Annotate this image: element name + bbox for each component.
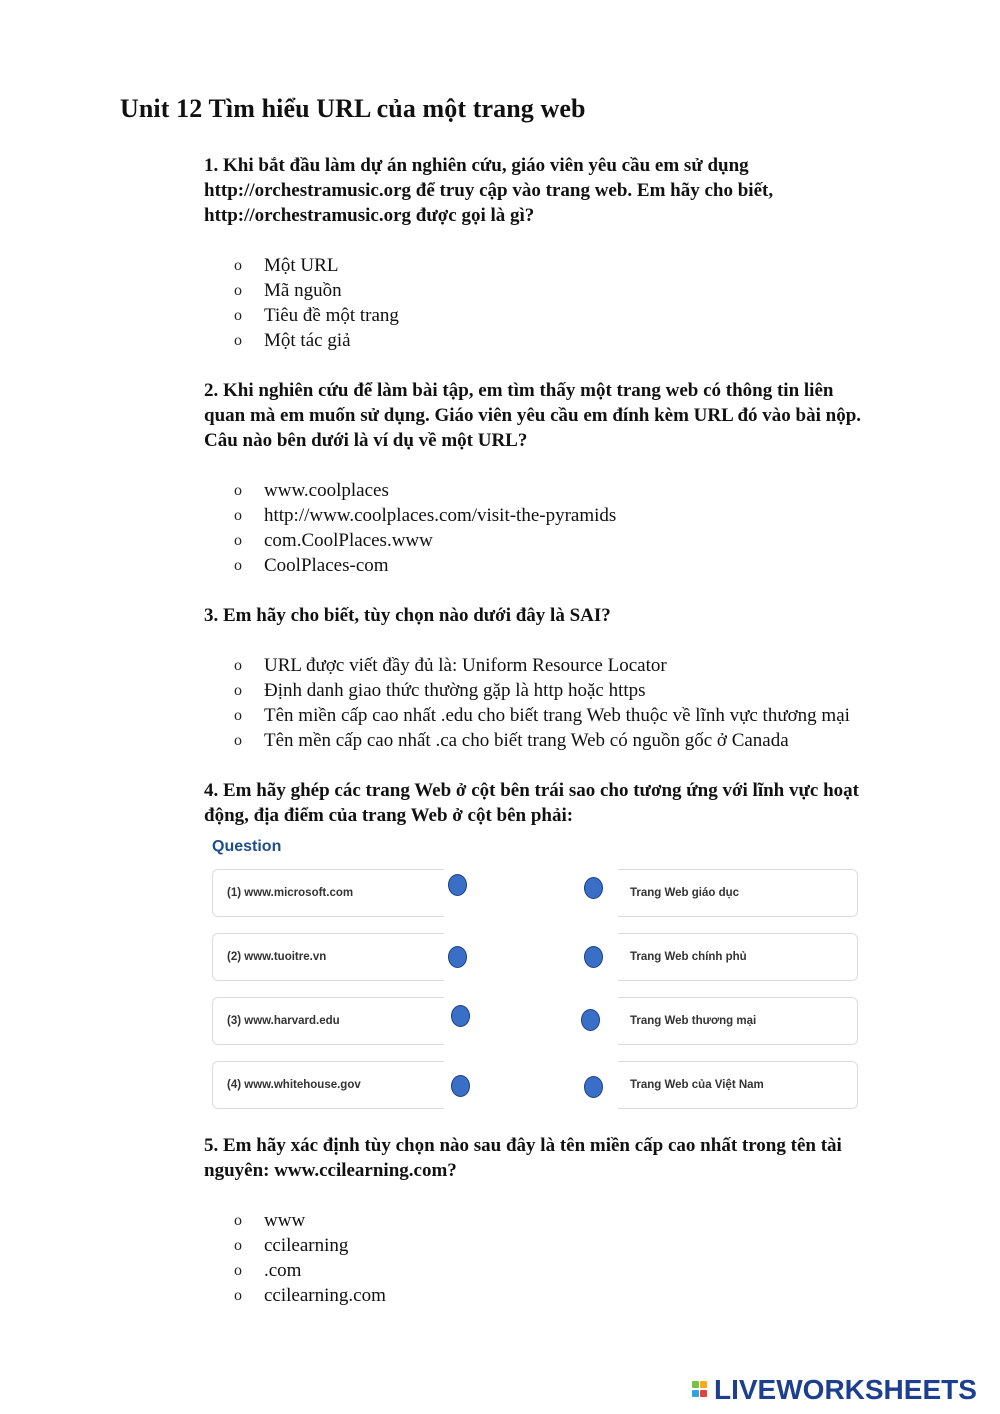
radio-icon[interactable]: o [234,507,242,524]
match-right-item: Trang Web chính phủ [618,933,858,981]
radio-icon[interactable]: o [234,332,242,349]
option[interactable]: o http://www.coolplaces.com/visit-the-pyramids [234,505,617,526]
match-left-item: (2) www.tuoitre.vn [212,933,444,981]
option[interactable]: o Một tác giả [234,330,351,351]
match-right-item: Trang Web thương mại [618,997,858,1045]
option[interactable]: o Một URL [234,255,339,276]
radio-icon[interactable]: o [234,482,242,499]
match-left-dot[interactable] [448,946,467,968]
question-5-options [234,1208,386,1308]
match-left-item: (4) www.whitehouse.gov [212,1061,444,1109]
page-title: Unit 12 Tìm hiểu URL của một trang web [120,94,586,123]
radio-icon[interactable]: o [234,307,242,324]
radio-icon[interactable]: o [234,1262,242,1279]
matching-heading: Question [212,838,282,855]
question-4-line: 4. Em hãy ghép các trang Web ở cột bên trái sao cho tương ứng với lĩnh vực hoạt [204,780,859,801]
question-5 [204,1133,944,1183]
question-2-line: 2. Khi nghiên cứu để làm bài tập, em tìm thấy một trang web có thông tin liên [204,380,834,401]
radio-icon[interactable]: o [234,682,242,699]
option[interactable]: o Tên mền cấp cao nhất .ca cho biết trang Web có nguồn gốc ở Canada [234,730,789,751]
option[interactable]: o com.CoolPlaces.www [234,530,433,551]
question-5-line: nguyên: www.ccilearning.com? [204,1160,457,1181]
match-right-item: Trang Web giáo dục [618,869,858,917]
match-left-item: (1) www.microsoft.com [212,869,444,917]
option[interactable]: o CoolPlaces-com [234,555,389,576]
question-2-line: Câu nào bên dưới là ví dụ về một URL? [204,430,528,451]
question-5-line: 5. Em hãy xác định tùy chọn nào sau đây là tên miền cấp cao nhất trong tên tài [204,1135,842,1156]
question-4 [204,778,944,828]
match-left-dot[interactable] [448,874,467,896]
option[interactable]: o Tên miền cấp cao nhất .edu cho biết trang Web thuộc về lĩnh vực thương mại [234,705,850,726]
option[interactable]: o www [234,1210,306,1231]
question-4-line: động, địa điểm của trang Web ở cột bên phải: [204,805,574,826]
radio-icon[interactable]: o [234,1237,242,1254]
question-3-options [234,653,850,753]
match-left-dot[interactable] [451,1075,470,1097]
match-right-dot[interactable] [584,1076,603,1098]
question-1-line: 1. Khi bắt đầu làm dự án nghiên cứu, giáo viên yêu cầu em sử dụng [204,155,749,176]
option[interactable]: o URL được viết đầy đủ là: Uniform Resource Locator [234,655,667,676]
question-3-line: 3. Em hãy cho biết, tùy chọn nào dưới đây là SAI? [204,605,611,626]
question-2-options [234,478,616,578]
question-1-line: http://orchestramusic.org để truy cập vào trang web. Em hãy cho biết, [204,180,774,201]
radio-icon[interactable]: o [234,1287,242,1304]
logo-mark-icon [692,1378,710,1402]
radio-icon[interactable]: o [234,707,242,724]
radio-icon[interactable]: o [234,557,242,574]
option[interactable]: o ccilearning [234,1235,349,1256]
match-left-item: (3) www.harvard.edu [212,997,444,1045]
option[interactable]: o Định danh giao thức thường gặp là http hoặc https [234,680,646,701]
radio-icon[interactable]: o [234,532,242,549]
match-right-dot[interactable] [584,946,603,968]
liveworksheets-logo [692,1374,977,1406]
match-right-dot[interactable] [584,877,603,899]
logo-text: LIVEWORKSHEETS [714,1374,977,1405]
match-left-dot[interactable] [451,1005,470,1027]
question-2-line: quan mà em muốn sử dụng. Giáo viên yêu cầu em đính kèm URL đó vào bài nộp. [204,405,862,426]
question-2 [204,378,934,453]
question-1-options [234,253,399,353]
match-right-item: Trang Web của Việt Nam [618,1061,858,1109]
option[interactable]: o Tiêu đề một trang [234,305,399,326]
option[interactable]: o .com [234,1260,302,1281]
radio-icon[interactable]: o [234,282,242,299]
option[interactable]: o Mã nguồn [234,280,342,301]
radio-icon[interactable]: o [234,732,242,749]
match-right-dot[interactable] [581,1009,600,1031]
radio-icon[interactable]: o [234,257,242,274]
radio-icon[interactable]: o [234,1212,242,1229]
question-1 [204,153,924,228]
option[interactable]: o www.coolplaces [234,480,389,501]
question-3 [204,603,924,628]
option[interactable]: o ccilearning.com [234,1285,386,1306]
question-1-line: http://orchestramusic.org được gọi là gì? [204,205,535,226]
radio-icon[interactable]: o [234,657,242,674]
